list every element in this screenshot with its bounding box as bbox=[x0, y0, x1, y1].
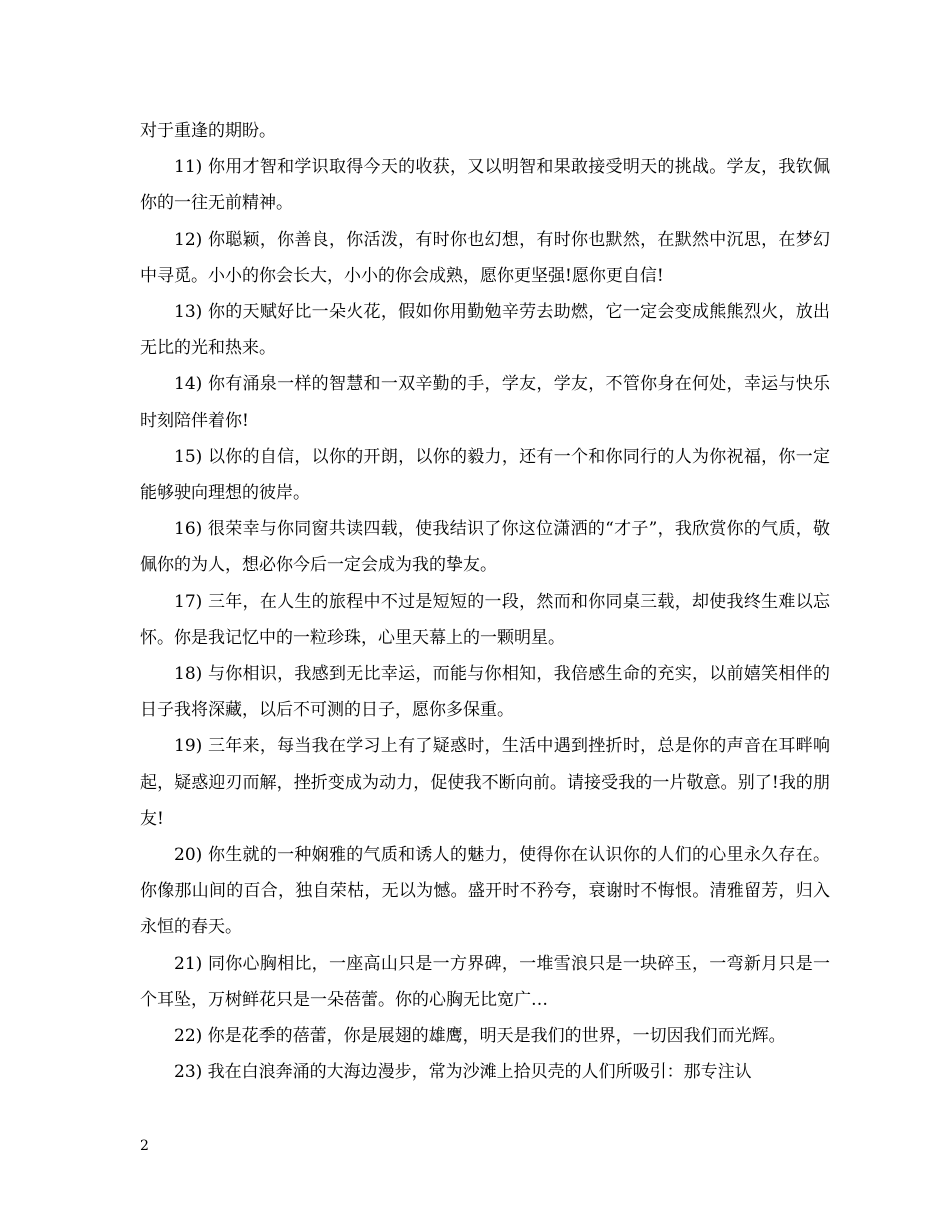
paragraph-14: 14) 你有涌泉一样的智慧和一双辛勤的手，学友，学友，不管你身在何处，幸运与快乐时刻陪伴着你! bbox=[140, 374, 830, 431]
paragraph-15: 15) 以你的自信，以你的开朗，以你的毅力，还有一个和你同行的人为你祝福，你一定能够驶向理想的彼岸。 bbox=[140, 446, 830, 504]
document-body bbox=[140, 113, 830, 1090]
paragraph-11: 11) 你用才智和学识取得今天的收获，又以明智和果敢接受明天的挑战。学友，我钦佩你的一往无前精神。 bbox=[140, 157, 830, 214]
paragraph-13: 13) 你的天赋好比一朵火花，假如你用勤勉辛劳去助燃，它一定会变成熊熊烈火，放出无比的光和热来。 bbox=[140, 302, 830, 359]
page-number: 2 bbox=[140, 1138, 149, 1154]
paragraph-23: 23) 我在白浪奔涌的大海边漫步，常为沙滩上拾贝壳的人们所吸引：那专注认 bbox=[174, 1062, 752, 1083]
paragraph-19: 19) 三年来，每当我在学习上有了疑惑时，生活中遇到挫折时，总是你的声音在耳畔响起，疑惑迎刃而解，挫折变成为动力，促使我不断向前。请接受我的一片敬意。别了!我的朋友! bbox=[140, 736, 830, 829]
paragraph-continuation: 对于重逢的期盼。 bbox=[140, 121, 276, 141]
paragraph-20: 20) 你生就的一种娴雅的气质和诱人的魅力，使得你在认识你的人们的心里永久存在。你像那山间的百合，独自荣枯，无以为憾。盛开时不矜夸，衰谢时不悔恨。清雅留芳，归入永恒的春天。 bbox=[140, 845, 830, 938]
paragraph-12: 12) 你聪颖，你善良，你活泼，有时你也幻想，有时你也默然，在默然中沉思，在梦幻中寻觅。小小的你会长大，小小的你会成熟，愿你更坚强!愿你更自信! bbox=[140, 229, 830, 286]
paragraph-18: 18) 与你相识，我感到无比幸运，而能与你相知，我倍感生命的充实，以前嬉笑相伴的日子我将深藏，以后不可测的日子，愿你多保重。 bbox=[140, 664, 830, 721]
paragraph-22: 22) 你是花季的蓓蕾，你是展翅的雄鹰，明天是我们的世界，一切因我们而光辉。 bbox=[174, 1026, 786, 1047]
paragraph-21: 21) 同你心胸相比，一座高山只是一方界碑，一堆雪浪只是一块碎玉，一弯新月只是一个耳坠，万树鲜花只是一朵蓓蕾。你的心胸无比宽广… bbox=[140, 953, 830, 1010]
paragraph-17: 17) 三年，在人生的旅程中不过是短短的一段，然而和你同桌三载，却使我终生难以忘怀。你是我记忆中的一粒珍珠，心里天幕上的一颗明星。 bbox=[140, 591, 830, 648]
paragraph-16: 16) 很荣幸与你同窗共读四载，使我结识了你这位潇洒的“才子”，我欣赏你的气质，敬佩你的为人，想必你今后一定会成为我的挚友。 bbox=[140, 519, 830, 576]
